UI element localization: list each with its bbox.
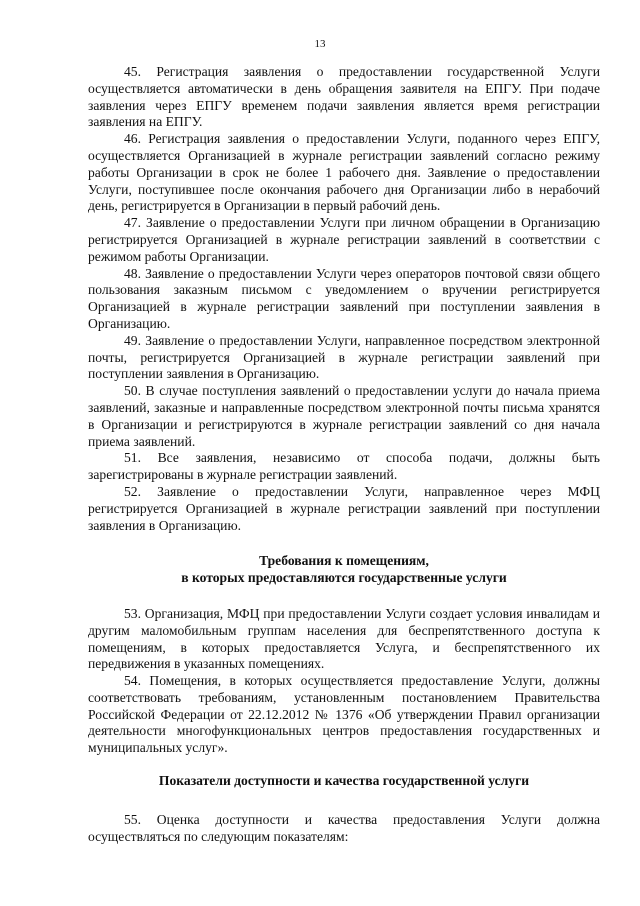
- paragraph-48: 48. Заявление о предоставлении Услуги через операторов почтовой связи общего пользования заказным письмом с уведомлением о вручении регистрируется Организацией в журнале регистрации заявлений при поступлении заявления в Организацию.: [88, 265, 600, 331]
- section-heading-premises: [88, 553, 600, 587]
- document-body: [88, 64, 600, 845]
- paragraph-53: 53. Организация, МФЦ при предоставлении Услуги создает условия инвалидам и другим маломобильным группам населения для беспрепятственного доступа к помещениям, в которых предоставляется Услуга, и беспрепятственного их передвижения в указанных помещениях.: [88, 605, 600, 672]
- page-number: 13: [314, 38, 326, 50]
- paragraph-47: 47. Заявление о предоставлении Услуги при личном обращении в Организацию регистрируется Организацией в журнале регистрации заявлений в соответствии с режимом работы Организации.: [88, 215, 600, 264]
- section-heading-accessibility: Показатели доступности и качества государственной услуги: [158, 773, 530, 789]
- section-heading-premises-line-2: в которых предоставляются государственные услуги: [181, 570, 507, 586]
- paragraph-45: 45. Регистрация заявления о предоставлении государственной Услуги осуществляется автоматически в день обращения заявителя на ЕПГУ. При подаче заявления через ЕПГУ временем подачи заявления является время регистрации заявления на ЕПГУ.: [88, 64, 600, 130]
- paragraph-51: 51. Все заявления, независимо от способа подачи, должны быть зарегистрированы в журнале регистрации заявлений.: [88, 450, 600, 483]
- paragraph-52: 52. Заявление о предоставлении Услуги, направленное через МФЦ регистрируется Организацией в журнале регистрации заявлений при поступлении заявления в Организацию.: [88, 483, 600, 533]
- spacer: [88, 587, 600, 606]
- paragraph-50: 50. В случае поступления заявлений о предоставлении услуги до начала приема заявлений, заказные и направленные посредством электронной почты письма хранятся в Организации и регистрируются в журнале регистрации заявлений со дня начала приема заявлений.: [88, 383, 600, 449]
- paragraph-49: 49. Заявление о предоставлении Услуги, направленное посредством электронной почты, регистрируется Организацией в журнале регистрации заявлений при поступлении заявления в Организацию.: [88, 332, 600, 382]
- section-heading-premises-line-1: Требования к помещениям,: [259, 553, 429, 569]
- paragraph-55: 55. Оценка доступности и качества предоставления Услуги должна осуществляться по следующим показателям:: [88, 811, 600, 844]
- paragraph-46: 46. Регистрация заявления о предоставлении Услуги, поданного через ЕПГУ, осуществляется Организацией в журнале регистрации заявлений согласно режиму работы Организации в срок не более 1 рабочего дня. Заявление о предоставлении Услуги, поступившее после окончания рабочего дня Организации либо в нерабочий день, регистрируется в Организации в первый рабочий день.: [88, 131, 600, 214]
- paragraph-54: 54. Помещения, в которых осуществляется предоставление Услуги, должны соответствовать требованиям, установленным постановлением Правительства Российской Федерации от 22.12.2012 № 1376 «Об утверждении Правил организации деятельности многофункциональных центров предоставления государственных и муниципальных услуг».: [88, 673, 600, 756]
